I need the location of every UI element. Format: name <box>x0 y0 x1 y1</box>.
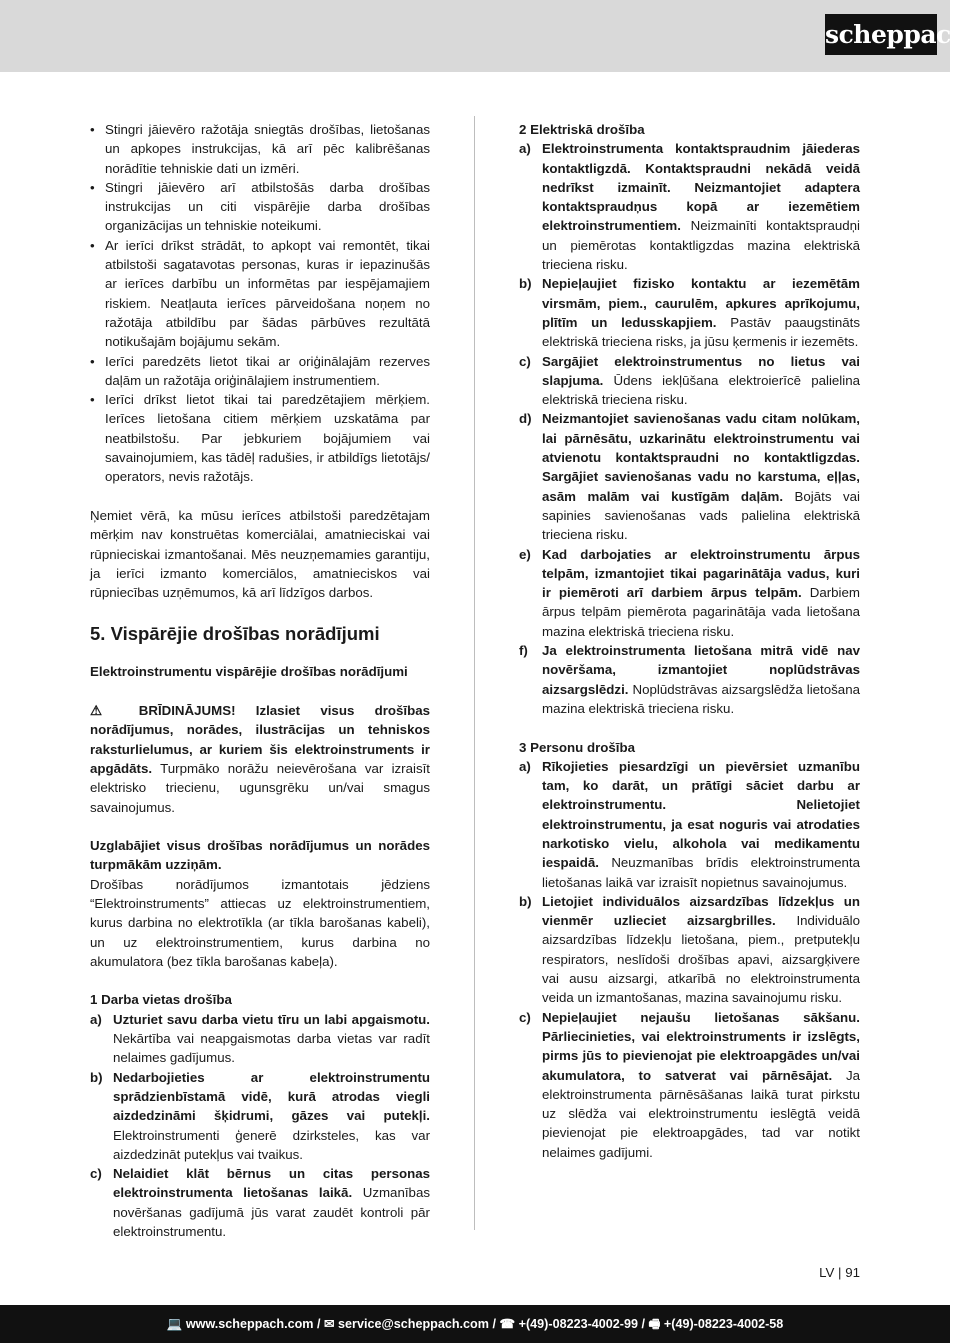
list-item: • Stingri jāievēro arī atbilstošās darba drošības instrukcijas un citi vispārējie darba drošības organizācijas un tehniskie noteikumi. <box>90 178 430 236</box>
email-link[interactable]: service@scheppach.com <box>338 1317 489 1331</box>
phone-number: +(49)-08223-4002-99 <box>518 1317 639 1331</box>
item-bold-text: Ja elektroinstrumenta lietošana mitrā vidē nav novēršama, izmantojiet noplūdstrāvas aizsargslēdzi. <box>542 643 860 697</box>
item-label: c) <box>519 353 531 369</box>
warning-bold-text: BRĪDINĀJUMS! Izlasiet visus drošības norādījumus, norādes, ilustrācijas un tehniskos raksturlielumus, ar kuriem šis elektroinstruments ir apgādāts. <box>90 703 431 776</box>
warning-text: Turpmāko norāžu neievērošana var izraisīt elektrisko triecienu, ugunsgrēku un/vai smagus savainojumus. <box>90 760 430 815</box>
item-label: b) <box>519 276 532 292</box>
item-bold-text: Rīkojieties piesardzīgi un pievērsiet uzmanību tam, ko darāt, un prātīgi sāciet darbu ar elektroinstrumentu. Nelietojiet elektroinstrumentu, ja esat noguris vai atrodaties narkotisko vielu, alkohola vai medikamentu iespaidā. <box>542 758 860 871</box>
item-bold-text: Uzturiet savu darba vietu tīru un labi apgaismotu. <box>113 1011 430 1027</box>
item-bold-text: Kad darbojaties ar elektroinstrumentu ārpus telpām, izmantojiet tikai pagarinātāja vadus, kuri ir piemēroti arī darbiem ārpus telpām. <box>542 546 860 601</box>
list-item <box>519 274 860 351</box>
fax-number: +(49)-08223-4002-58 <box>663 1317 784 1331</box>
instruction-bullet-list <box>90 120 430 487</box>
item-label: a) <box>519 141 531 157</box>
computer-icon: 💻 <box>166 1317 183 1331</box>
item-text: Uzmanības novēršanas gadījumā jūs varat zaudēt kontroli pār elektroinstrumentu. <box>113 1185 430 1240</box>
separator: / <box>316 1317 324 1331</box>
list-item <box>519 352 860 410</box>
phone-icon: ☎ <box>499 1317 516 1331</box>
separator: / <box>492 1317 500 1331</box>
list-item <box>519 409 860 544</box>
item-label: b) <box>519 893 532 909</box>
item-text: Individuālo aizsardzības līdzekļu lietošana, piem., pretputekļu respirators, neslīdoši drošības apavi, aizsargķivere vai ausu aizsargi, atkarībā no elektroinstrumenta veida un izmantošanas, mazina savainojumu risku. <box>542 913 861 1006</box>
separator: / <box>641 1317 649 1331</box>
section-title: 5. Vispārējie drošības norādījumi <box>90 623 380 645</box>
list-item: • Ierīci drīkst lietot tikai tai paredzētajiem mērķiem. Ierīces lietošana citiem mērķiem uzskatāma par neatbilstošu. Par jebkuriem bojājumiem vai savainojumiem, kas tādēļ radušies, ir atbildīgs lietotājs/ operators, nevis ražotājs. <box>90 390 430 486</box>
list-item <box>519 1008 860 1162</box>
electrical-safety-list <box>519 139 860 718</box>
keep-instructions-text: Drošības norādījumos izmantotais jēdziens “Elektroinstruments” attiecas uz elektroinstrumentiem, kurus darbina no elektrotīkla (ar tīkla barošanas kabeli), un uz elektroinstrumentiem, kurus darbina no akumulatora (bez tīkla barošanas kabeļa). <box>90 876 430 969</box>
item-label: c) <box>519 1009 531 1025</box>
item-text: Elektroinstrumenti ģenerē dzirksteles, kas var aizdedzināt putekļus vai tvaikus. <box>113 1127 430 1162</box>
list-item <box>90 1164 430 1241</box>
fax-icon: 🖷 <box>648 1317 661 1331</box>
workplace-safety-list <box>90 1010 430 1242</box>
item-text: Pastāv paaugstināts elektriskā trieciena risks, ja jūsu ķermenis ir iezemēts. <box>542 314 860 350</box>
left-column <box>90 120 430 1241</box>
website-link[interactable]: www.scheppach.com <box>185 1317 314 1331</box>
page-number: LV | 91 <box>819 1265 860 1280</box>
item-bold-text: Nepieļaujiet fizisko kontaktu ar iezemētām virsmām, piem., caurulēm, apkures aprīkojumu, plītīm un ledusskapjiem. <box>542 276 860 330</box>
item-label: a) <box>90 1011 102 1027</box>
item-text: Nekārtība vai neapgaismotas darba vietas var radīt nelaimes gadījumus. <box>113 1031 430 1066</box>
list-item <box>90 1068 430 1164</box>
item-text: Ja elektroinstrumenta pārnēsāšanas laikā turat pirkstu uz slēdža vai elektroinstrumentu ieslēgtā veidā pievienojat pie elektroapgādes, tad var notikt nelaimes gadījumi. <box>542 1067 860 1160</box>
keep-instructions-heading: Uzglabājiet visus drošības norādījumus un norādes turpmākām uzziņām. <box>90 838 430 873</box>
item-label: f) <box>519 643 528 659</box>
electrical-safety-title: 2 Elektriskā drošība <box>519 122 645 137</box>
item-label: b) <box>90 1069 103 1085</box>
item-bold-text: Nepieļaujiet nejaušu lietošanas sākšanu. Pārliecinieties, vai elektroinstruments ir izslēgts, pirms jūs to pievienojat pie elektroapgādes un/vai akumulatora, to satverat vai pārnēsājat. <box>542 1009 860 1083</box>
item-label: d) <box>519 411 532 427</box>
brand-logo: scheppach <box>825 14 937 55</box>
warning-triangle-icon: ⚠ <box>90 703 119 719</box>
list-item <box>519 139 860 274</box>
item-text: Ūdens iekļūšana elektroierīcē palielina elektriskā trieciena risku. <box>542 372 860 408</box>
list-item <box>90 1010 430 1068</box>
item-bold-text: Nelaidiet klāt bērnus un citas personas elektroinstrumenta lietošanas laikā. <box>113 1166 430 1201</box>
item-bold-text: Neizmantojiet savienošanas vadu citam nolūkam, lai pārnēsātu, uzkarinātu elektroinstrumentu vai atvienotu kontaktspraudni no kontaktligzdas. Sargājiet savienošanas vadu no karstuma, eļļas, asām malām vai kustīgām daļām. <box>542 411 860 504</box>
item-text: Noplūdstrāvas aizsargslēdža lietošana mazina elektriskā trieciena risku. <box>542 681 860 716</box>
page-header <box>0 0 968 72</box>
item-text: Darbiem ārpus telpām piemērota pagarinātāja vada lietošana mazina elektriskā trieciena risku. <box>542 585 860 639</box>
item-bold-text: Sargājiet elektroinstrumentus no lietus vai slapjuma. <box>542 353 860 388</box>
item-bold-text: Nedarbojieties ar elektroinstrumentu sprādzienbīstamā vidē, kurā atrodas viegli aizdedzināmi šķidrumi, gāzes vai putekļi. <box>113 1069 430 1124</box>
list-item <box>519 545 860 641</box>
item-text: Bojāts vai sapinies savienošanas vads palielina elektriskā trieciena risku. <box>542 488 860 543</box>
item-label: a) <box>519 758 531 774</box>
item-text: Neuzmanības brīdis elektroinstrumenta lietošanas laikā var izraisīt nopietnus savainojumus. <box>542 855 861 890</box>
list-item <box>519 641 860 718</box>
item-label: c) <box>90 1166 102 1182</box>
warning-paragraph <box>90 701 430 817</box>
item-label: e) <box>519 546 531 562</box>
item-text: Neizmainīti kontaktspraudņi un piemērotas kontaktligzdas mazina elektriskā trieciena risku. <box>542 218 860 273</box>
personal-safety-list <box>519 757 860 1162</box>
list-item <box>519 892 860 1008</box>
column-divider <box>474 116 475 1230</box>
list-item: • Ar ierīci drīkst strādāt, to apkopt vai remontēt, tikai atbilstoši sagatavotas personas, kuras ir iepazinušās ar ierīces darbību un informētas par iespējamajiem riskiem. Neatļauta ierīces pārveidošana noņem no ražotāja atbildību par šādas pārbūves rezultātā notikušajām bojājumu sekām. <box>90 236 430 352</box>
list-item: • Stingri jāievēro ražotāja sniegtās drošības, lietošanas un apkopes instrukcijas, kā arī pēc kalibrēšanas norādītie tehniskie dati un izmēri. <box>90 120 430 178</box>
mail-icon: ✉ <box>323 1317 335 1331</box>
personal-safety-title: 3 Personu drošība <box>519 739 636 755</box>
list-item <box>519 757 860 892</box>
workplace-safety-title: 1 Darba vietas drošība <box>90 992 232 1008</box>
page-footer <box>0 1305 950 1343</box>
right-column <box>519 120 860 1162</box>
item-bold-text: Elektroinstrumenta kontaktspraudnim jāiederas kontaktligzdā. Kontaktspraudni nekādā veidā nedrīkst izmainīt. Neizmantojiet adaptera kontaktspraudņus kopā ar iezemētiem elektroinstrumentiem. <box>542 141 860 234</box>
subsection-title: Elektroinstrumentu vispārējie drošības norādījumi <box>90 664 408 680</box>
item-bold-text: Lietojiet individuālos aizsardzības līdzekļus un vienmēr uzlieciet aizsargbrilles. <box>542 893 860 929</box>
commercial-use-note: Ņemiet vērā, ka mūsu ierīces atbilstoši paredzētajam mērķim nav konstruētas komerciālai, amatnieciskai vai rūpnieciskai izmantošanai. Mēs neuzņemamies garantiju, ja ierīci izmanto komerciālos, amatnieciskos vai rūpniecības uzņēmumos, kā arī līdzīgos darbos. <box>90 507 430 601</box>
list-item: • Ierīci paredzēts lietot tikai ar oriģinālajām rezerves daļām un ražotāja oriģinālajiem instrumentiem. <box>90 352 430 391</box>
